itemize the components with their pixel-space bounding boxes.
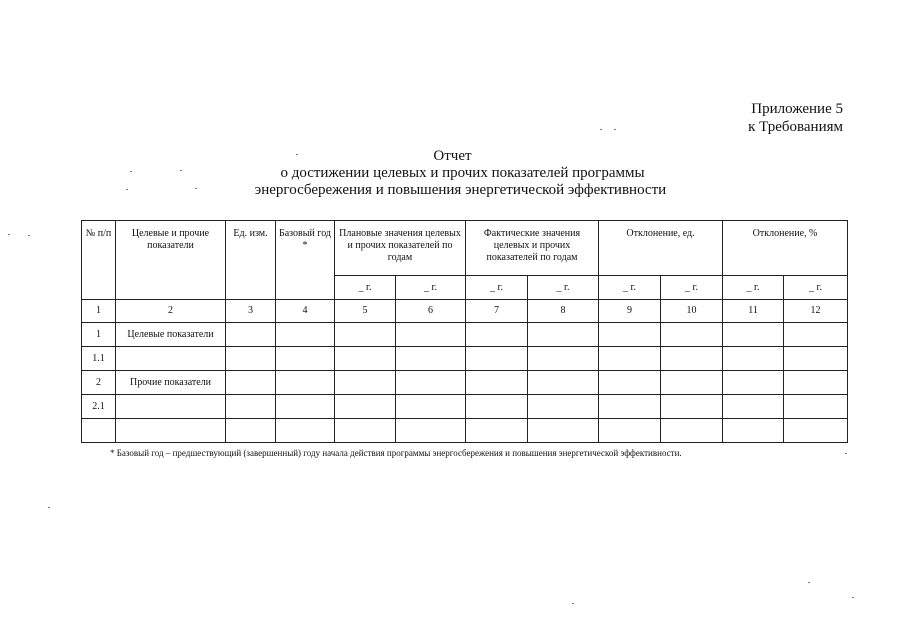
report-title: [0, 148, 905, 199]
data-cell: [276, 323, 335, 347]
scan-speck: [572, 603, 574, 604]
column-number: 10: [661, 300, 723, 323]
year-cell: _ г.: [466, 276, 528, 300]
column-number: 12: [784, 300, 848, 323]
row-number: 1: [82, 323, 116, 347]
header-deviation-units: Отклонение, ед.: [599, 221, 723, 276]
column-number: 4: [276, 300, 335, 323]
appendix-requirements: к Требованиям: [748, 119, 843, 135]
table-row: [82, 419, 848, 443]
data-cell: [335, 419, 396, 443]
table-row: [82, 323, 848, 347]
scan-speck: [8, 234, 10, 235]
year-cell: _ г.: [599, 276, 661, 300]
column-number: 2: [116, 300, 226, 323]
row-label: [116, 395, 226, 419]
year-cell: _ г.: [335, 276, 396, 300]
data-cell: [661, 347, 723, 371]
table-row: [82, 371, 848, 395]
data-cell: [528, 347, 599, 371]
column-number: 11: [723, 300, 784, 323]
data-cell: [599, 395, 661, 419]
scan-speck: [195, 188, 197, 189]
data-cell: [226, 371, 276, 395]
row-label: [116, 347, 226, 371]
year-cell: _ г.: [528, 276, 599, 300]
year-cell: _ г.: [723, 276, 784, 300]
data-cell: [661, 371, 723, 395]
title-line-2: о достижении целевых и прочих показателей программы: [280, 165, 645, 181]
row-number: 1.1: [82, 347, 116, 371]
data-cell: [335, 395, 396, 419]
column-number: 3: [226, 300, 276, 323]
data-cell: [396, 419, 466, 443]
data-cell: [335, 347, 396, 371]
data-cell: [661, 323, 723, 347]
data-cell: [226, 395, 276, 419]
row-number: [82, 419, 116, 443]
column-number: 5: [335, 300, 396, 323]
data-cell: [335, 323, 396, 347]
scan-speck: [808, 582, 810, 583]
row-label: Целевые показатели: [116, 323, 226, 347]
scan-speck: [852, 597, 854, 598]
data-cell: [599, 419, 661, 443]
table-row: [82, 347, 848, 371]
column-number: 1: [82, 300, 116, 323]
scan-speck: [845, 453, 847, 454]
column-number: 6: [396, 300, 466, 323]
row-number: 2: [82, 371, 116, 395]
header-num: № п/п: [82, 221, 116, 300]
data-cell: [466, 419, 528, 443]
header-unit: Ед. изм.: [226, 221, 276, 300]
data-cell: [466, 323, 528, 347]
scan-speck: [28, 235, 30, 236]
appendix-reference: [748, 100, 843, 136]
row-number: 2.1: [82, 395, 116, 419]
header-planned-values: Плановые значения целевых и прочих показателей по годам: [335, 221, 466, 276]
data-cell: [276, 419, 335, 443]
data-cell: [784, 419, 848, 443]
data-cell: [528, 419, 599, 443]
footnote: * Базовый год – предшествующий (завершенный) году начала действия программы энергосбережения и повышения энергетической эффективности.: [110, 448, 682, 458]
appendix-number: Приложение 5: [751, 101, 843, 117]
header-actual-values: Фактические значения целевых и прочих показателей по годам: [466, 221, 599, 276]
header-row: [82, 221, 848, 276]
data-cell: [276, 371, 335, 395]
data-cell: [276, 347, 335, 371]
data-cell: [396, 347, 466, 371]
data-cell: [599, 347, 661, 371]
data-cell: [723, 395, 784, 419]
column-number: 8: [528, 300, 599, 323]
title-line-3: энергосбережения и повышения энергетической эффективности: [254, 182, 667, 198]
data-cell: [528, 395, 599, 419]
scan-speck: [130, 171, 132, 172]
year-cell: _ г.: [784, 276, 848, 300]
data-cell: [661, 395, 723, 419]
data-cell: [528, 323, 599, 347]
title-line-1: Отчет: [433, 148, 472, 164]
data-cell: [466, 347, 528, 371]
data-cell: [599, 371, 661, 395]
data-cell: [784, 347, 848, 371]
scan-speck: [48, 507, 50, 508]
column-number: 9: [599, 300, 661, 323]
data-cell: [396, 395, 466, 419]
data-cell: [226, 419, 276, 443]
data-cell: [784, 371, 848, 395]
row-label: Прочие показатели: [116, 371, 226, 395]
data-cell: [226, 347, 276, 371]
data-cell: [784, 395, 848, 419]
scan-speck: [180, 170, 182, 171]
data-cell: [466, 371, 528, 395]
data-cell: [784, 323, 848, 347]
data-cell: [723, 419, 784, 443]
scan-speck: [614, 129, 616, 130]
table-row: [82, 395, 848, 419]
column-number-row: [82, 300, 848, 323]
data-cell: [661, 419, 723, 443]
data-cell: [723, 371, 784, 395]
scan-speck: [126, 189, 128, 190]
year-cell: _ г.: [661, 276, 723, 300]
data-cell: [599, 323, 661, 347]
scan-speck: [600, 129, 602, 130]
row-label: [116, 419, 226, 443]
header-indicators: Целевые и прочие показатели: [116, 221, 226, 300]
data-cell: [276, 395, 335, 419]
header-deviation-percent: Отклонение, %: [723, 221, 848, 276]
data-cell: [396, 371, 466, 395]
data-cell: [226, 323, 276, 347]
data-cell: [396, 323, 466, 347]
column-number: 7: [466, 300, 528, 323]
data-cell: [723, 323, 784, 347]
header-base-year: Базовый год *: [276, 221, 335, 300]
data-cell: [466, 395, 528, 419]
scan-speck: [296, 154, 298, 155]
data-cell: [723, 347, 784, 371]
year-cell: _ г.: [396, 276, 466, 300]
data-cell: [335, 371, 396, 395]
report-table: [81, 220, 848, 443]
data-cell: [528, 371, 599, 395]
